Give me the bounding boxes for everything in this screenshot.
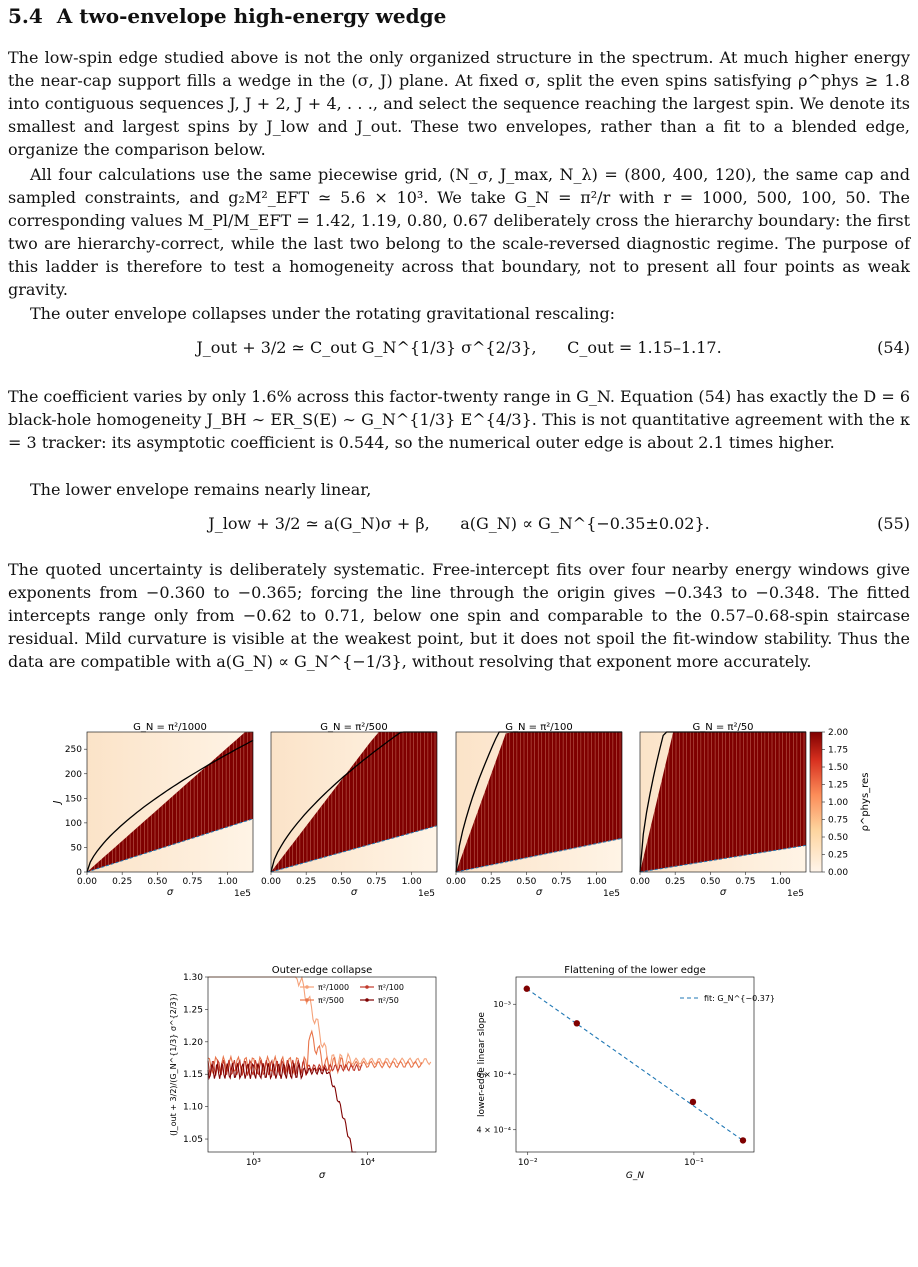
colorbar-tick-label: 0.00 xyxy=(828,868,849,878)
x-tick-label: 1.00 xyxy=(770,877,791,887)
colorbar-tick-label: 0.25 xyxy=(828,850,849,861)
heatmap-panel-2 xyxy=(261,722,437,899)
x-tick-label: 0.25 xyxy=(296,877,317,887)
equation-55-tag: (55) xyxy=(877,514,910,533)
paragraph-2: All four calculations use the same piecewise grid, (N_σ, J_max, N_λ) = (800, 400, 120), the same cap and sampled constraints, and g₂M²_EFT ≃ 5.6 × 10³. We take G_N = π²/r with r = 1000, 500, 100, 50. The corresponding values M_Pl/M_EFT = 1.42, 1.19, 0.80, 0.67 deliberately cross the hierarchy boundary: the first two are hierarchy-correct, while the last two belong to the scale-reversed diagnostic regime. The purpose of this ladder is therefore to test a homogeneity across that boundary, not to present all four points as weak gravity. xyxy=(8,165,910,299)
colorbar-tick-label: 0.50 xyxy=(828,833,849,843)
flatten-y-tick-label: 10⁻³ xyxy=(493,1000,511,1010)
section-title: A two-envelope high-energy wedge xyxy=(56,4,447,28)
collapse-legend-marker xyxy=(365,998,369,1002)
x-tick-label: 0.25 xyxy=(665,877,686,887)
x-axis-label: σ xyxy=(535,887,543,898)
x-tick-label: 0.25 xyxy=(112,877,133,887)
colorbar-tick-label: 1.00 xyxy=(828,798,849,808)
collapse-legend-label: π²/1000 xyxy=(318,983,350,992)
heatmap-panel-3 xyxy=(446,722,622,899)
flatten-legend-label: fit: G_N^{−0.37} xyxy=(704,994,775,1003)
y-tick-label: 100 xyxy=(64,818,82,829)
x-axis-label: σ xyxy=(166,887,174,898)
collapse-y-tick-label: 1.30 xyxy=(182,973,203,983)
collapse-legend-marker xyxy=(305,985,309,989)
colorbar-tick-label: 2.00 xyxy=(828,728,849,738)
collapse-legend-label: π²/500 xyxy=(318,996,344,1005)
x-tick-label: 0.75 xyxy=(182,877,203,887)
paragraph-3: The outer envelope collapses under the rotating gravitational rescaling: xyxy=(30,304,616,323)
x-tick-label: 0.50 xyxy=(147,877,168,887)
paragraph-6: The quoted uncertainty is deliberately systematic. Free-intercept fits over four nearby energy windows give exponents from −0.360 to −0.365; forcing the line through the origin gives −0.343 to −0.348. The fitted intercepts range only from −0.62 to 0.71, below one spin and comparable to the 0.57–0.68-spin staircase residual. Mild curvature is visible at the weakest point, but it does not spoil the fit-window stability. Thus the data are compatible with a(G_N) ∝ G_N^{−1/3}, without resolving that exponent more accurately. xyxy=(8,560,910,671)
x-tick-label: 1.00 xyxy=(401,877,422,887)
y-axis-label: J xyxy=(52,800,63,804)
colorbar-tick-label: 1.50 xyxy=(828,763,849,773)
flatten-y-tick-label: 6 × 10⁻⁴ xyxy=(476,1070,511,1080)
equation-54-tag: (54) xyxy=(877,338,910,357)
flatten-y-tick-label: 4 × 10⁻⁴ xyxy=(476,1125,511,1135)
equation-54 xyxy=(8,330,910,370)
y-tick-label: 250 xyxy=(64,745,82,756)
collapse-y-tick-label: 1.20 xyxy=(182,1037,203,1048)
flatten-point xyxy=(690,1099,696,1105)
x-tick-label: 0.00 xyxy=(629,877,651,887)
x-tick-label: 1.00 xyxy=(217,877,238,887)
collapse-title: Outer-edge collapse xyxy=(271,965,373,976)
flatten-point xyxy=(574,1020,580,1026)
flatten-x-tick-label: 10⁻² xyxy=(517,1158,538,1168)
y-tick-label: 0 xyxy=(76,868,82,878)
paragraph-5: The lower envelope remains nearly linear, xyxy=(30,480,372,499)
panel-title: G_N = π²/1000 xyxy=(133,722,207,733)
collapse-y-tick-label: 1.25 xyxy=(182,1005,203,1016)
flatten-point xyxy=(740,1137,746,1143)
collapse-legend-label: π²/100 xyxy=(378,983,404,992)
flatten-point xyxy=(524,986,530,992)
collapse-legend-marker xyxy=(305,998,309,1002)
heatmap-panel-1 xyxy=(52,722,253,899)
flatten-title: Flattening of the lower edge xyxy=(564,965,706,976)
x-tick-label: 0.00 xyxy=(445,877,467,887)
heatmap-panel-4 xyxy=(630,722,806,899)
x-tick-label: 0.00 xyxy=(76,877,98,887)
panel-title: G_N = π²/500 xyxy=(320,722,388,733)
paragraph-1: The low-spin edge studied above is not the only organized structure in the spectrum. At much higher energy the near-cap support fills a wedge in the (σ, J) plane. At fixed σ, split the even spins satisfying ρ^phys ≥ 1.8 into contiguous sequences J, J + 2, J + 4, . . ., and select the sequence reaching the largest spin. We denote its smallest and largest spins by J_low and J_out. These two envelopes, rather than a fit to a blended edge, organize the comparison below. xyxy=(8,48,910,159)
colorbar xyxy=(810,732,822,872)
equation-54-lhs: J_out + 3/2 ≃ C_out G_N^{1/3} σ^{2/3}, xyxy=(196,338,537,357)
x-scale-label: 1e5 xyxy=(787,889,804,899)
flatten-x-label: G_N xyxy=(625,1171,645,1181)
collapse-x-label: σ xyxy=(318,1170,326,1181)
x-tick-label: 0.75 xyxy=(366,877,387,887)
x-tick-label: 1.00 xyxy=(586,877,607,887)
panel-title: G_N = π²/50 xyxy=(692,722,754,733)
collapse-y-tick-label: 1.10 xyxy=(182,1102,203,1113)
flatten-frame xyxy=(516,977,754,1152)
equation-55-lhs: J_low + 3/2 ≃ a(G_N)σ + β, xyxy=(208,514,430,533)
x-scale-label: 1e5 xyxy=(418,889,435,899)
x-tick-label: 0.75 xyxy=(551,877,572,887)
equation-55 xyxy=(8,506,910,546)
x-tick-label: 0.50 xyxy=(331,877,352,887)
collapse-x-tick-label: 10³ xyxy=(245,1158,261,1168)
colorbar-tick-label: 1.75 xyxy=(828,745,849,756)
collapse-legend-label: π²/50 xyxy=(378,996,399,1005)
flatten-y-label: lower-edge linear slope xyxy=(477,1012,487,1117)
paragraph-4: The coefficient varies by only 1.6% across this factor-twenty range in G_N. Equation (54) has exactly the D = 6 black-hole homogeneity J_BH ∼ ER_S(E) ∼ G_N^{1/3} E^{4/3}. This is not quantitative agreement with the κ = 3 tracker: its asymptotic coefficient is 0.544, so the numerical outer edge is about 2.1 times higher. xyxy=(8,387,910,452)
flatten-fit-line xyxy=(527,989,743,1141)
colorbar-tick-label: 1.25 xyxy=(828,780,849,791)
collapse-legend-marker xyxy=(365,985,369,989)
collapse-y-tick-label: 1.05 xyxy=(182,1135,203,1146)
figure xyxy=(0,722,918,1181)
collapse-y-tick-label: 1.15 xyxy=(182,1070,203,1081)
x-scale-label: 1e5 xyxy=(234,889,251,899)
equation-55-rhs: a(G_N) ∝ G_N^{−0.35±0.02}. xyxy=(460,514,710,533)
section-heading xyxy=(8,4,446,28)
flatten-x-tick-label: 10⁻¹ xyxy=(683,1158,704,1168)
x-tick-label: 0.25 xyxy=(481,877,502,887)
collapse-series-4 xyxy=(208,1063,356,1152)
collapse-x-tick-label: 10⁴ xyxy=(359,1158,375,1168)
x-tick-label: 0.50 xyxy=(516,877,537,887)
x-scale-label: 1e5 xyxy=(603,889,620,899)
collapse-y-label: (J_out + 3/2)/(G_N^{1/3} σ^{2/3}) xyxy=(169,993,178,1136)
panel-title: G_N = π²/100 xyxy=(505,722,573,733)
x-tick-label: 0.00 xyxy=(260,877,282,887)
equation-54-rhs: C_out = 1.15–1.17. xyxy=(567,338,722,357)
x-axis-label: σ xyxy=(719,887,727,898)
x-tick-label: 0.50 xyxy=(700,877,721,887)
colorbar-label: ρ^phys_res xyxy=(860,772,871,832)
x-tick-label: 0.75 xyxy=(735,877,756,887)
y-tick-label: 150 xyxy=(64,794,82,805)
y-tick-label: 50 xyxy=(70,843,82,854)
section-number: 5.4 xyxy=(8,4,43,28)
colorbar-tick-label: 0.75 xyxy=(828,815,849,826)
x-axis-label: σ xyxy=(350,887,358,898)
y-tick-label: 200 xyxy=(64,769,82,780)
